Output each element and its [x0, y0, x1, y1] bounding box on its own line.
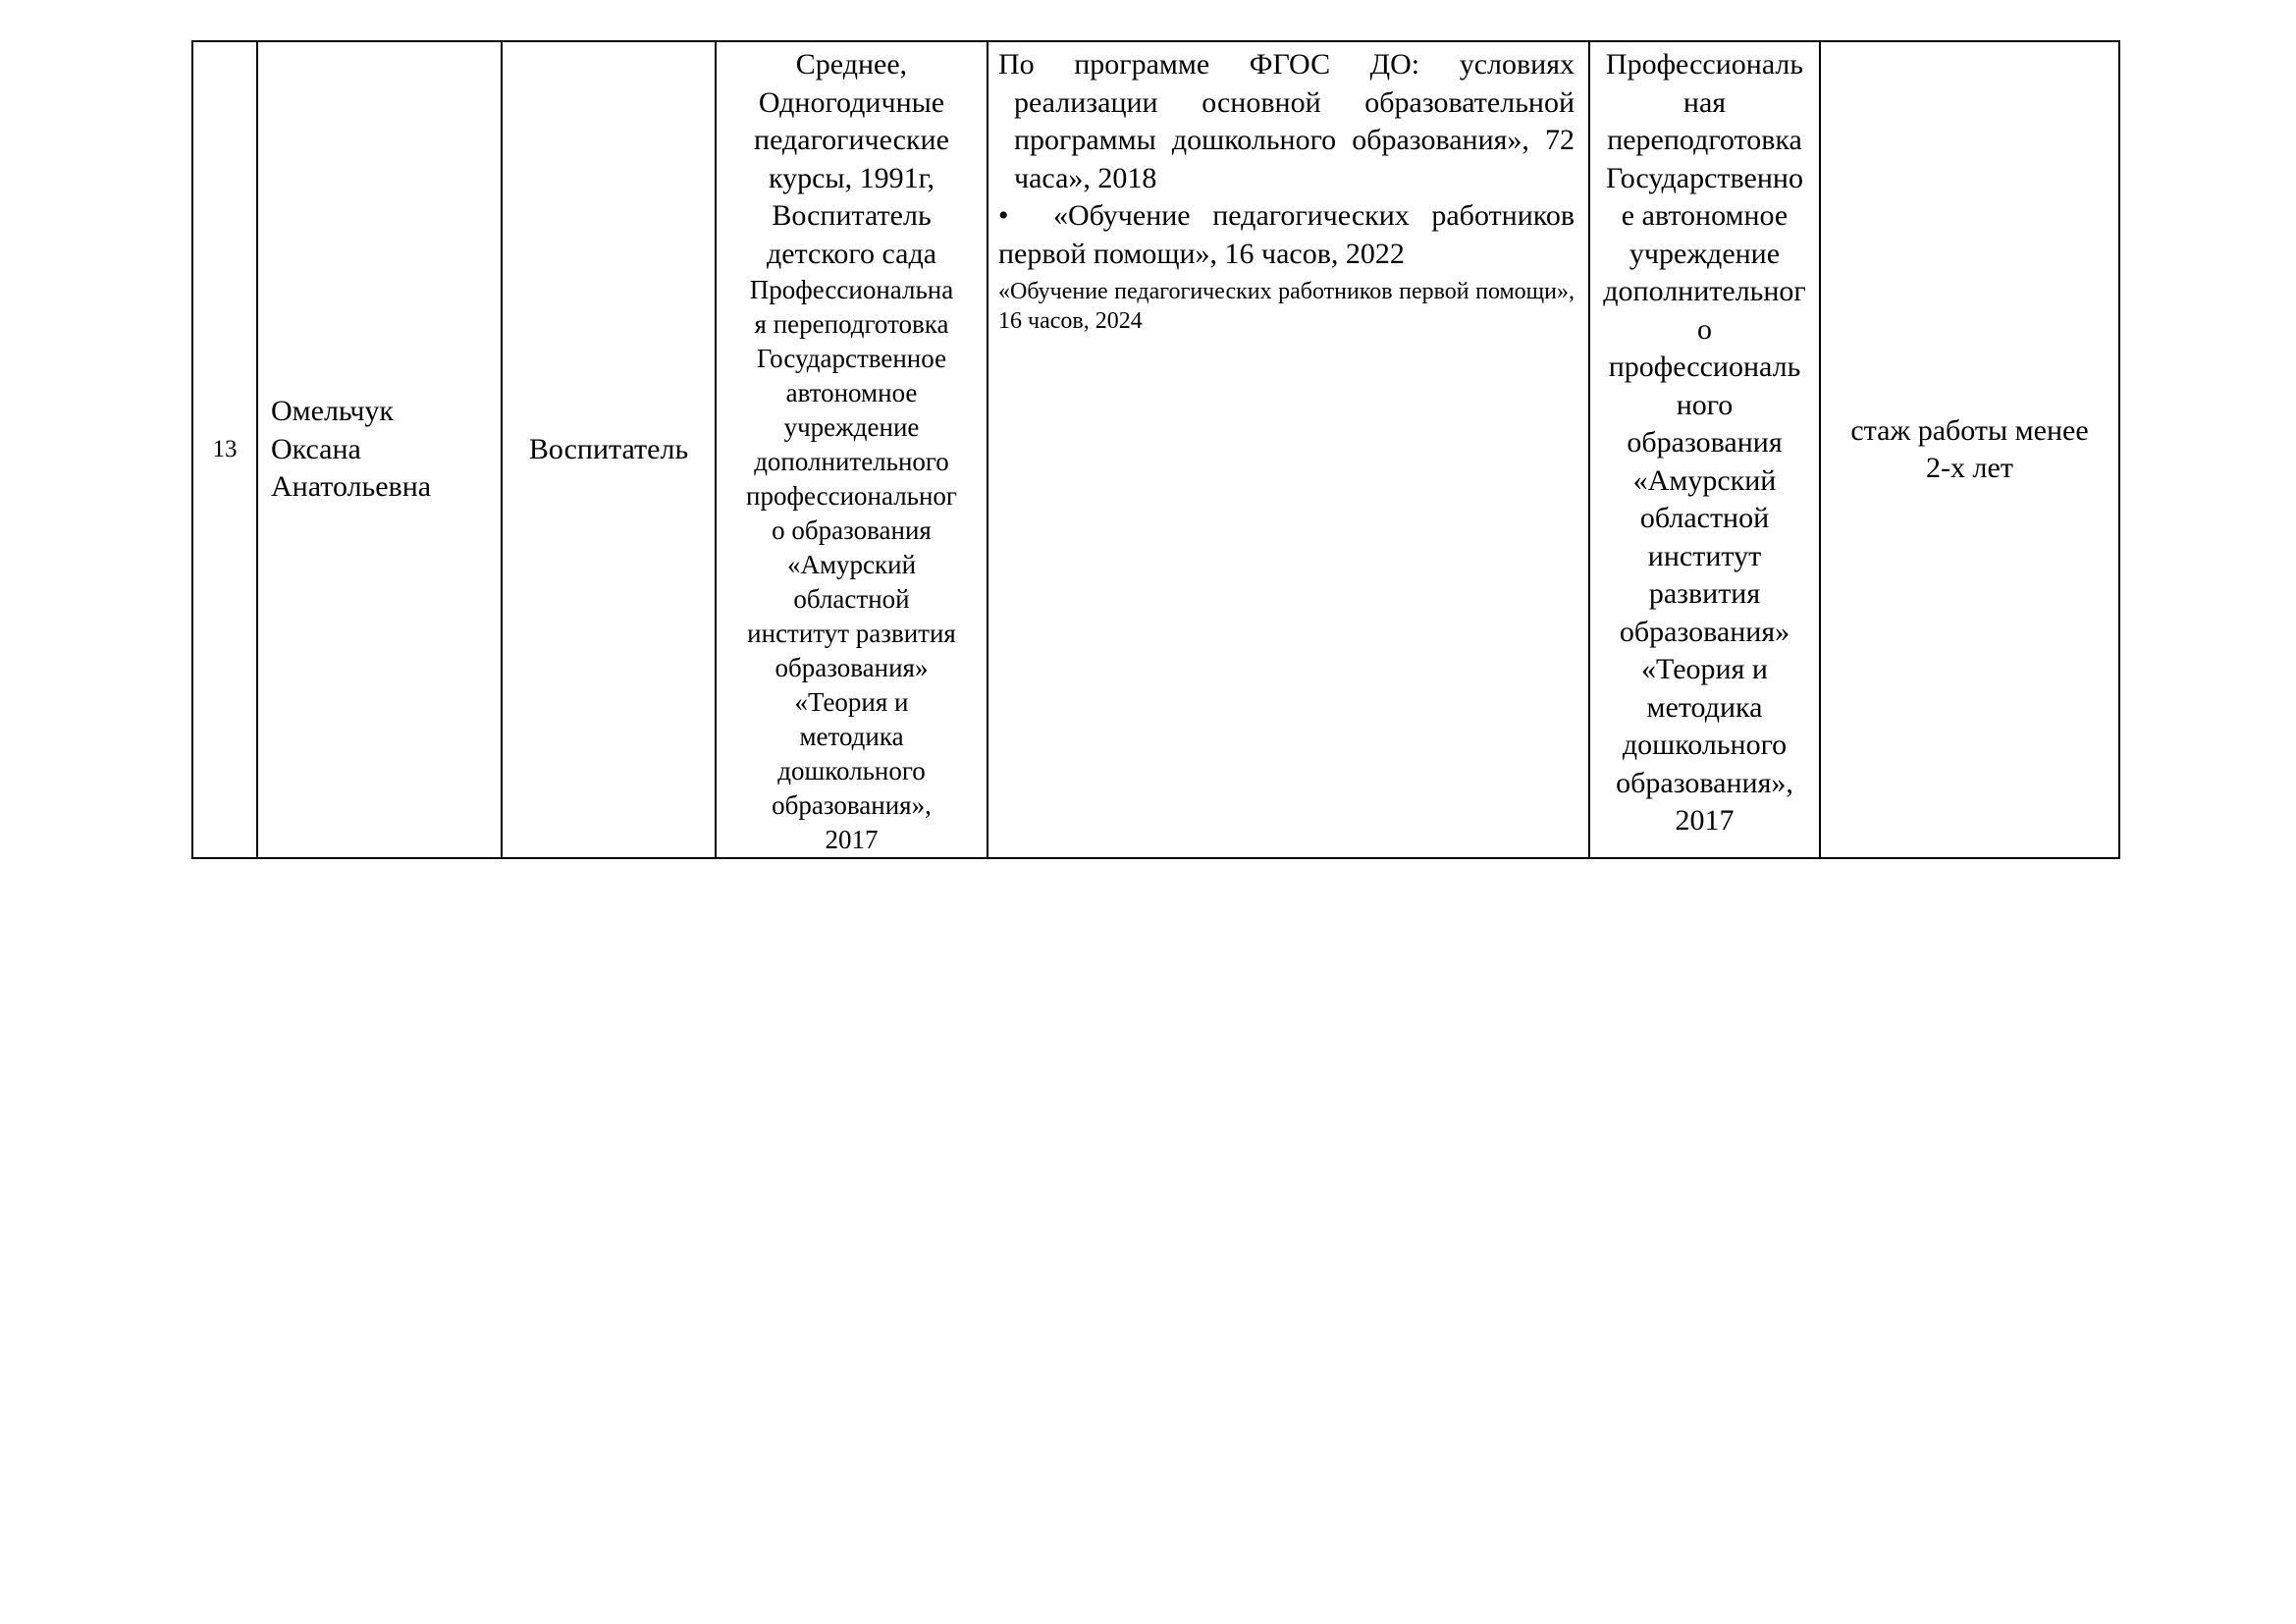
- retraining-line: ная: [1682, 85, 1727, 119]
- education-line: образования»: [774, 653, 929, 682]
- category-line: стаж работы менее: [1850, 413, 2089, 447]
- education-line: педагогические: [754, 124, 949, 156]
- education-line: Профессиональна: [749, 275, 954, 304]
- education-line: Воспитатель: [772, 199, 932, 232]
- employee-position: [502, 41, 716, 858]
- retraining-line: развития: [1648, 577, 1761, 610]
- position-text: Воспитатель: [528, 432, 689, 465]
- course-item: [998, 197, 1575, 273]
- retraining-line: профессиональ: [1608, 351, 1801, 383]
- education-line: «Амурский: [786, 550, 917, 579]
- name-line: Анатольевна: [271, 470, 432, 504]
- education-line: профессиональног: [746, 481, 957, 511]
- staff-table: [191, 40, 2120, 859]
- retraining-line: образования: [1627, 426, 1783, 459]
- education-line: дошкольного: [777, 756, 926, 785]
- retraining-line: переподготовка: [1607, 124, 1802, 156]
- table-row: [192, 41, 2119, 858]
- retraining-line: образования»,: [1616, 766, 1793, 799]
- category-cell: [1820, 41, 2119, 858]
- retraining-line: ного: [1676, 388, 1734, 421]
- education-line: курсы, 1991г,: [768, 161, 935, 194]
- name-line: Оксана: [271, 432, 361, 465]
- education-line: о образования: [772, 515, 932, 545]
- retraining-line: Профессиональ: [1605, 48, 1804, 81]
- education-line: я переподготовка: [754, 309, 949, 339]
- education-line: институт развития: [747, 619, 956, 648]
- education-line: Среднее,: [795, 48, 908, 81]
- education-line: дополнительного: [754, 447, 949, 476]
- education-cell: [716, 41, 988, 858]
- retraining-line: дополнительног: [1603, 275, 1806, 307]
- education-line: «Теория и: [794, 687, 909, 717]
- retraining-line: о: [1697, 312, 1712, 346]
- retraining-line: образования»: [1619, 615, 1790, 648]
- education-line: Государственное: [756, 344, 947, 373]
- course-item-text: «Обучение педагогических работников первой помощи», 16 часов, 2022: [998, 199, 1575, 270]
- courses-cell: [988, 41, 1589, 858]
- retraining-line: 2017: [1675, 804, 1735, 837]
- education-line: 2017: [825, 825, 879, 854]
- education-line: детского сада: [766, 237, 937, 270]
- retraining-line: «Теория и: [1641, 653, 1768, 685]
- bullet-icon: •: [998, 199, 1009, 232]
- employee-name: [257, 41, 502, 858]
- retraining-line: Государственно: [1606, 161, 1803, 194]
- education-line: методика: [799, 722, 904, 751]
- education-line: автономное: [785, 378, 918, 407]
- education-line: учреждение: [783, 412, 920, 442]
- name-line: Омельчук: [271, 395, 394, 428]
- course-item: «Обучение педагогических работников первой помощи», 16 часов, 2024: [998, 279, 1575, 334]
- education-line: Одногодичные: [758, 85, 945, 119]
- education-line: областной: [793, 584, 910, 614]
- retraining-line: областной: [1639, 502, 1770, 534]
- category-line: 2-х лет: [1926, 452, 2013, 484]
- retraining-line: дошкольного: [1622, 729, 1788, 761]
- course-item: По программе ФГОС ДО: условиях реализации основной образовательной программы дошкольного образования», 72 часа», 2018: [998, 48, 1575, 194]
- retraining-cell: [1589, 41, 1820, 858]
- retraining-line: е автономное: [1621, 199, 1789, 232]
- retraining-line: учреждение: [1629, 237, 1781, 270]
- retraining-line: «Амурский: [1632, 463, 1777, 497]
- row-number: [192, 41, 257, 858]
- retraining-line: методика: [1646, 690, 1763, 724]
- row-number-text: 13: [212, 435, 238, 462]
- education-line: образования»,: [772, 790, 932, 820]
- retraining-line: институт: [1647, 539, 1762, 572]
